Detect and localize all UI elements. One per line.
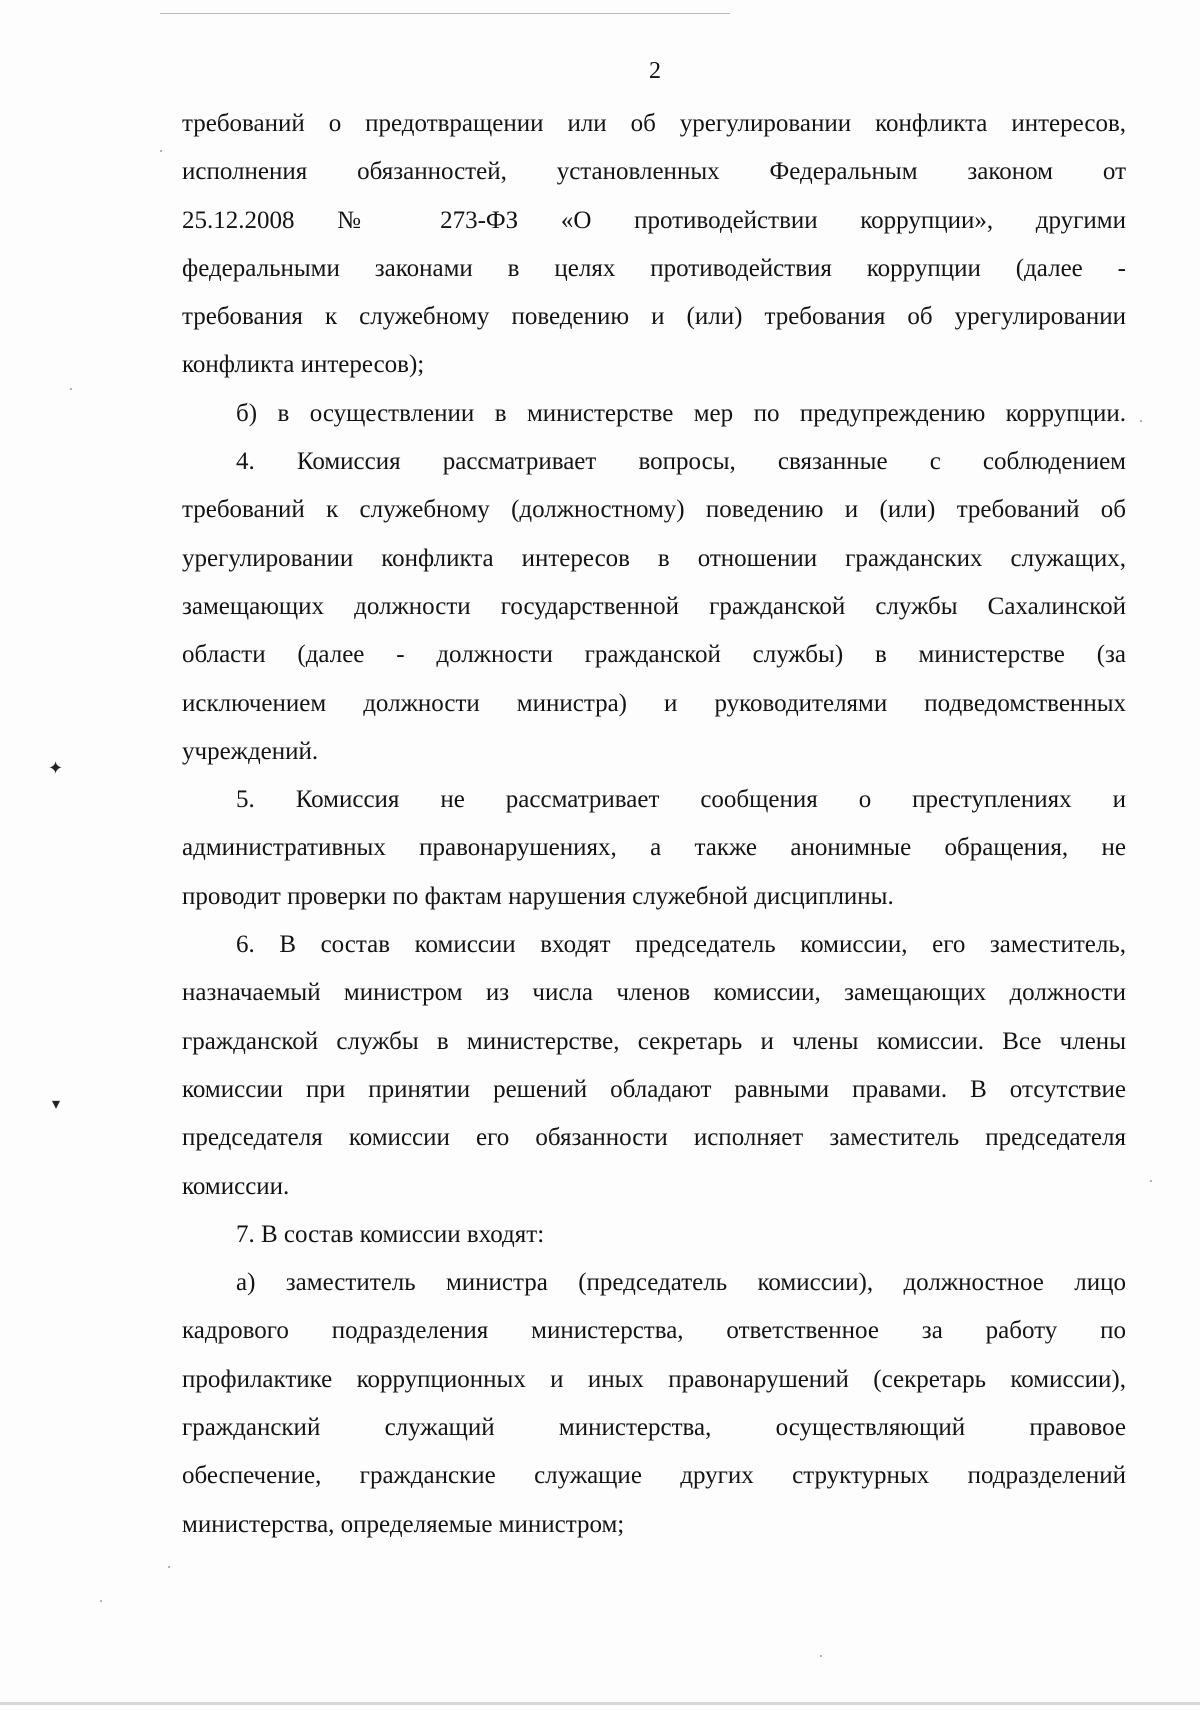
scan-speck bbox=[168, 1566, 170, 1568]
text-line: административных правонарушениях, а также анонимные обращения, не bbox=[182, 834, 1126, 862]
text-line: обеспечение, гражданские служащие других структурных подразделений bbox=[182, 1462, 1126, 1490]
text-line: профилактике коррупционных и иных правонарушений (секретарь комиссии), bbox=[182, 1365, 1126, 1393]
text-line: гражданский служащий министерства, осуществляющий правовое bbox=[182, 1414, 1126, 1442]
text-line: министерства, определяемые министром; bbox=[182, 1510, 625, 1538]
text-line: председателя комиссии его обязанности исполняет заместитель председателя bbox=[182, 1124, 1126, 1152]
text-line: гражданской службы в министерстве, секретарь и члены комиссии. Все члены bbox=[182, 1027, 1126, 1055]
text-line: исполнения обязанностей, установленных Федеральным законом от bbox=[182, 158, 1126, 186]
scan-speck bbox=[100, 1600, 102, 1602]
text-line: 25.12.2008 № 273-ФЗ «О противодействии коррупции», другими bbox=[182, 206, 1126, 234]
text-line: 7. В состав комиссии входят: bbox=[236, 1220, 545, 1248]
scan-speck bbox=[820, 1655, 822, 1657]
text-line: б) в осуществлении в министерстве мер по предупреждению коррупции. bbox=[236, 399, 1126, 427]
scan-speck bbox=[160, 150, 162, 152]
text-line: кадрового подразделения министерства, ответственное за работу по bbox=[182, 1317, 1126, 1345]
text-line: 4. Комиссия рассматривает вопросы, связанные с соблюдением bbox=[236, 448, 1126, 476]
scan-top-rule bbox=[160, 13, 730, 14]
text-line: конфликта интересов); bbox=[182, 351, 425, 379]
text-line: учреждений. bbox=[182, 737, 319, 765]
text-line: 5. Комиссия не рассматривает сообщения о преступлениях и bbox=[236, 786, 1126, 814]
scan-bottom-edge bbox=[0, 1702, 1200, 1705]
text-line: назначаемый министром из числа членов комиссии, замещающих должности bbox=[182, 979, 1126, 1007]
text-line: комиссии. bbox=[182, 1172, 290, 1200]
text-line: 6. В состав комиссии входят председатель комиссии, его заместитель, bbox=[236, 931, 1126, 959]
text-line: а) заместитель министра (председатель комиссии), должностное лицо bbox=[236, 1269, 1126, 1297]
scan-artifact-icon: ✦ bbox=[48, 758, 64, 779]
text-line: исключением должности министра) и руководителями подведомственных bbox=[182, 689, 1126, 717]
text-line: комиссии при принятии решений обладают равными правами. В отсутствие bbox=[182, 1075, 1126, 1103]
text-line: требования к служебному поведению и (или) требования об урегулировании bbox=[182, 303, 1126, 331]
scan-speck bbox=[1150, 1180, 1152, 1182]
scan-speck bbox=[70, 388, 72, 390]
text-line: требований к служебному (должностному) поведению и (или) требований об bbox=[182, 496, 1126, 524]
scan-speck bbox=[1140, 420, 1142, 422]
text-line: области (далее - должности гражданской службы) в министерстве (за bbox=[182, 641, 1126, 669]
scan-artifact-icon: ▾ bbox=[52, 1094, 61, 1113]
text-line: замещающих должности государственной гражданской службы Сахалинской bbox=[182, 592, 1126, 620]
text-line: требований о предотвращении или об урегулировании конфликта интересов, bbox=[182, 110, 1126, 137]
page-number: 2 bbox=[649, 58, 661, 84]
text-line: федеральными законами в целях противодействия коррупции (далее - bbox=[182, 254, 1126, 282]
text-line: проводит проверки по фактам нарушения служебной дисциплины. bbox=[182, 882, 894, 910]
text-line: урегулировании конфликта интересов в отношении гражданских служащих, bbox=[182, 544, 1126, 572]
document-body bbox=[182, 100, 1126, 1549]
